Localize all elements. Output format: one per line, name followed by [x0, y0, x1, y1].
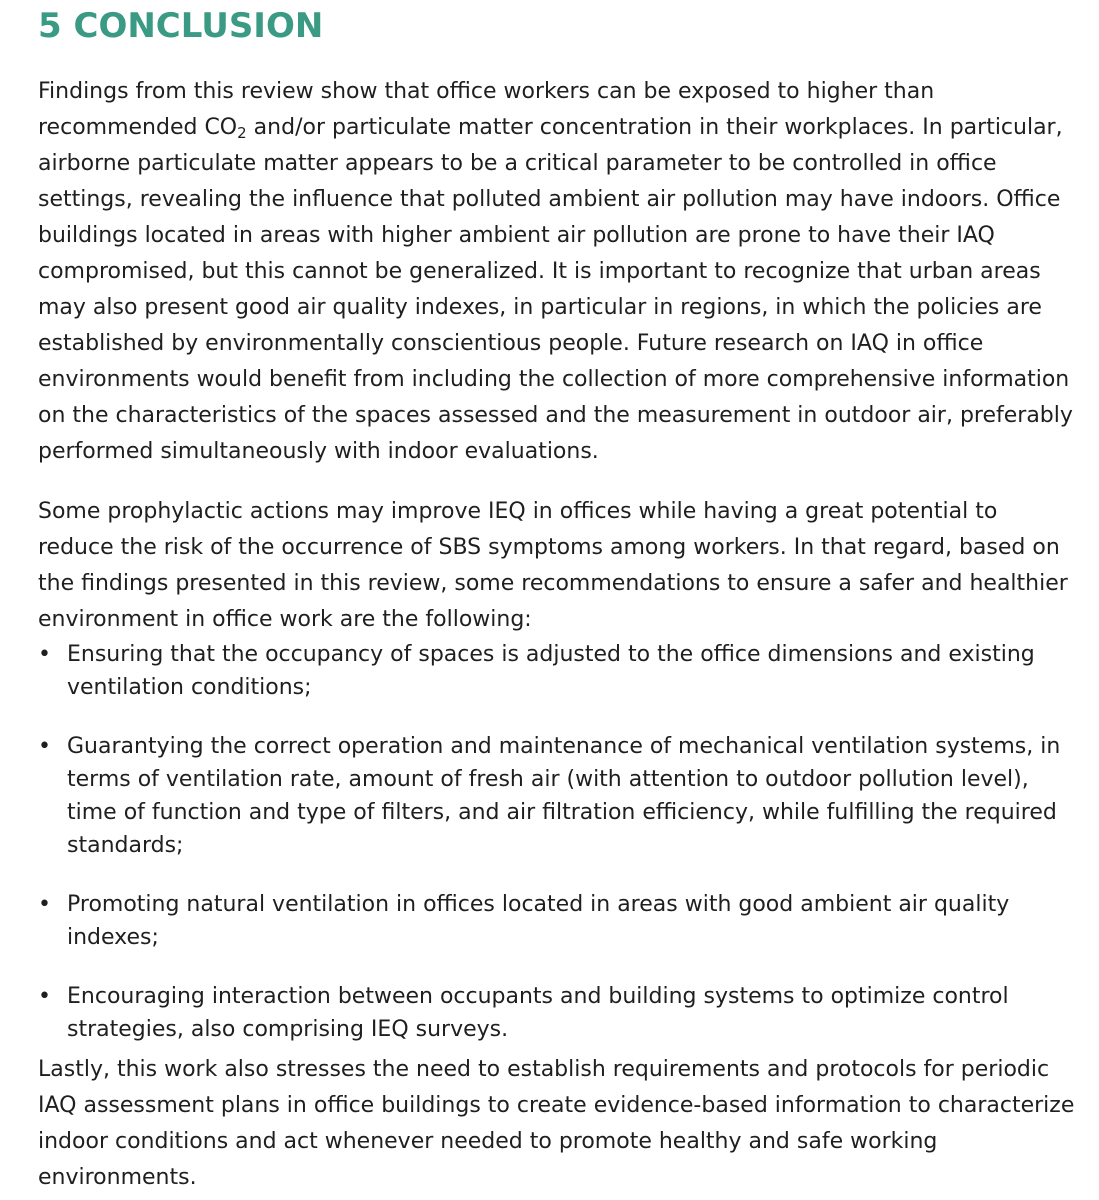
bullet-icon: • — [38, 642, 51, 667]
list-item — [38, 888, 1078, 954]
list-item-text: Encouraging interaction between occupants and building systems to optimize control strategies, also comprising IEQ surveys. — [67, 984, 1009, 1042]
bullet-icon: • — [38, 734, 51, 759]
conclusion-section — [38, 0, 1078, 1196]
co2-subscript: 2 — [237, 124, 247, 142]
list-item-text: Ensuring that the occupancy of spaces is adjusted to the office dimensions and existing ventilation conditions; — [67, 642, 1035, 700]
section-title: 5 CONCLUSION — [38, 6, 324, 46]
bullet-icon: • — [38, 984, 51, 1009]
recommendations-list — [38, 638, 1078, 1046]
list-item-text: Guarantying the correct operation and maintenance of mechanical ventilation systems, in terms of ventilation rate, amount of fresh air (with attention to outdoor pollution level), time of function and type of filters, and air filtration efficiency, while fulfilling the required standards; — [67, 734, 1061, 858]
paragraph-findings — [38, 74, 1078, 470]
list-item — [38, 638, 1078, 704]
list-item — [38, 980, 1078, 1046]
paragraph-lastly: Lastly, this work also stresses the need to establish requirements and protocols for periodic IAQ assessment plans in office buildings to create evidence-based information to characterize indoor conditions and act whenever needed to promote healthy and safe working environments. — [38, 1057, 1075, 1190]
bullet-icon: • — [38, 892, 51, 917]
findings-text-rest: and/or particulate matter concentration in their workplaces. In particular, airborne particulate matter appears to be a critical parameter to be controlled in office settings, revealing the influence that polluted ambient air pollution may have indoors. Office buildings located in areas with higher ambient air pollution are prone to have their IAQ compromised, but this cannot be generalized. It is important to recognize that urban areas may also present good air quality indexes, in particular in regions, in which the policies are established by environmentally conscientious people. Future research on IAQ in office environments would benefit from including the collection of more comprehensive information on the characteristics of the spaces assessed and the measurement in outdoor air, preferably performed simultaneously with indoor evaluations. — [38, 115, 1073, 464]
list-item-text: Promoting natural ventilation in offices located in areas with good ambient air quality indexes; — [67, 892, 1010, 950]
paragraph-prophylactic-actions: Some prophylactic actions may improve IEQ in offices while having a great potential to reduce the risk of the occurrence of SBS symptoms among workers. In that regard, based on the findings presented in this review, some recommendations to ensure a safer and healthier environment in office work are the following: — [38, 499, 1068, 632]
list-item — [38, 730, 1078, 862]
findings-text-start: Findings from this review show that office workers can be exposed to higher than recommended CO — [38, 79, 935, 140]
